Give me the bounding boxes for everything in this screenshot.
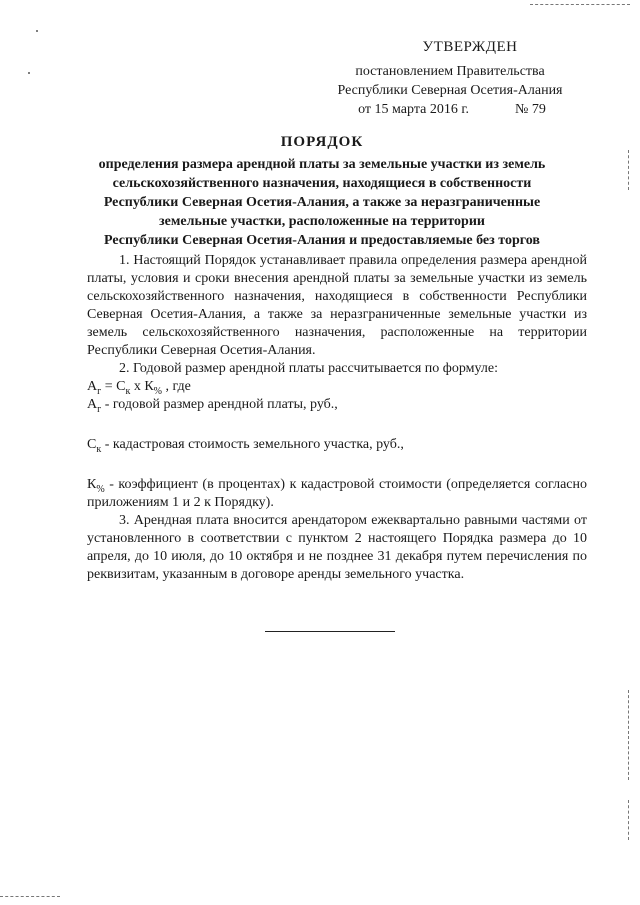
- paragraph-1: 1. Настоящий Порядок устанавливает правила определения размера арендной платы, условия и сроки внесения арендной платы за земельные участки из земель сельскохозяйственного назначения, находящиеся в собственности Республики Северная Осетия-Алания, а также за неразграниченные земельные участки из земель сельскохозяйственного назначения, расположенные на территории Республики Северная Осетия-Алания.: [87, 253, 587, 358]
- subtitle-line: Республики Северная Осетия-Алания и предоставляемые без торгов: [104, 233, 540, 248]
- formula-a-sub: г: [97, 385, 102, 397]
- formula-tail: , где: [162, 379, 191, 394]
- definition-a: [87, 396, 587, 414]
- document-header: [60, 134, 584, 250]
- formula-eq: = С: [101, 379, 126, 394]
- formula: [87, 378, 587, 396]
- scan-speck: [36, 30, 38, 32]
- definition-a-text: - годовой размер арендной платы, руб.,: [101, 397, 338, 412]
- definition-k-sub: %: [96, 483, 105, 495]
- approval-stamp-block: [300, 38, 600, 119]
- approval-line-1: постановлением Правительства: [355, 64, 545, 79]
- definition-k: [87, 476, 587, 512]
- scan-edge-mark-bottom: [0, 896, 60, 897]
- approval-number: № 79: [515, 102, 546, 117]
- scan-edge-mark-top: [530, 4, 630, 5]
- definition-k-symbol: К: [87, 477, 97, 492]
- formula-x: х К: [130, 379, 154, 394]
- end-of-document-rule: [265, 631, 395, 632]
- subtitle-line: земельные участки, расположенные на территории: [159, 214, 485, 229]
- formula-k-sub: %: [153, 385, 163, 397]
- definition-a-symbol: А: [87, 397, 98, 412]
- document-body: [87, 252, 587, 584]
- document-title: ПОРЯДОК: [280, 134, 364, 150]
- scan-speck: [28, 72, 30, 74]
- subtitle-line: определения размера арендной платы за земельные участки из земель: [98, 157, 546, 172]
- definition-a-sub: г: [97, 403, 102, 415]
- subtitle-line: Республики Северная Осетия-Алания, а также за неразграниченные: [103, 195, 541, 210]
- approval-line-2: Республики Северная Осетия-Алания: [337, 83, 563, 98]
- formula-a: А: [87, 379, 98, 394]
- definition-c-symbol: С: [87, 437, 97, 452]
- approval-date-line: [304, 100, 600, 119]
- definition-c-text: - кадастровая стоимость земельного участка, руб.,: [101, 437, 404, 452]
- scan-edge-mark-right-middle: [628, 690, 629, 780]
- paragraph-3: 3. Арендная плата вносится арендатором ежеквартально равными частями от установленного в соответствии с пунктом 2 настоящего Порядка размера до 10 апреля, до 10 июля, до 10 октября и не позднее 31 декабря путем перечисления по реквизитам, указанным в договоре аренды земельного участка.: [87, 513, 587, 582]
- approval-date: от 15 марта 2016 г.: [358, 102, 470, 117]
- formula-c-sub: к: [125, 385, 131, 397]
- definition-c: [87, 436, 587, 454]
- document-subtitle: [60, 155, 584, 250]
- subtitle-line: сельскохозяйственного назначения, находящиеся в собственности: [112, 176, 532, 191]
- approval-title: УТВЕРЖДЕН: [422, 39, 518, 55]
- definition-c-sub: к: [96, 443, 102, 455]
- paragraph-2: 2. Годовой размер арендной платы рассчитывается по формуле:: [119, 361, 498, 376]
- scan-edge-mark-right-upper: [628, 150, 629, 190]
- scan-edge-mark-right-lower: [628, 800, 629, 840]
- definition-k-text: - коэффициент (в процентах) к кадастровой стоимости (определяется согласно приложениям 1 и 2 к Порядку).: [87, 477, 587, 510]
